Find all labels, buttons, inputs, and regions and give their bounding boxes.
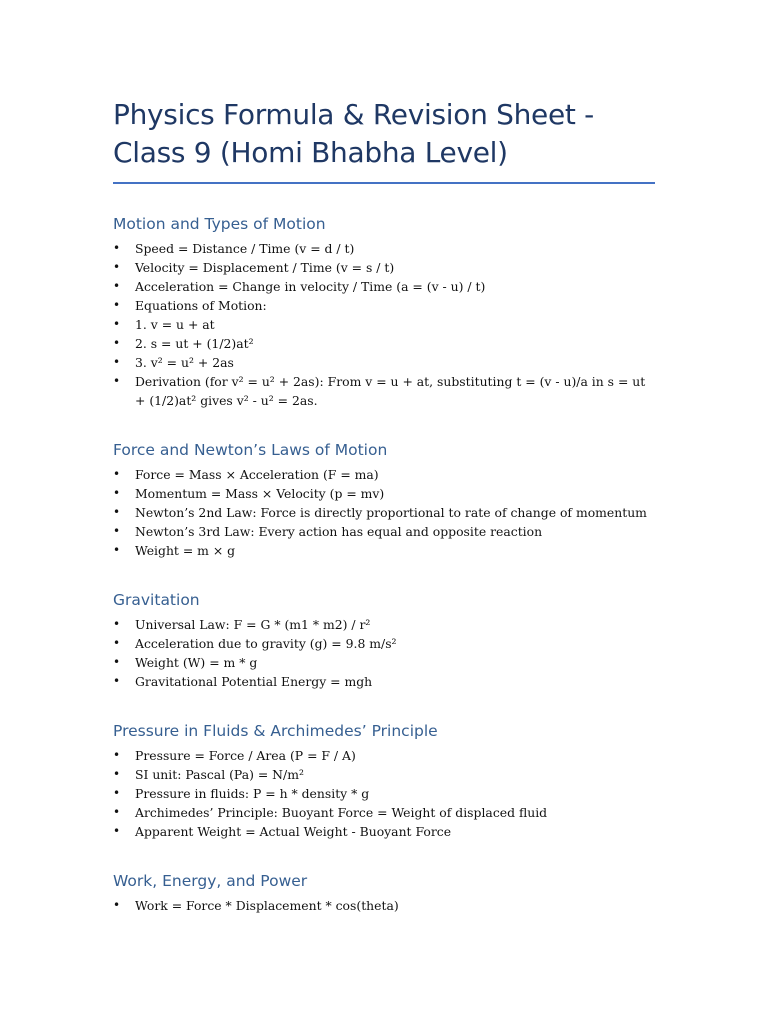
section-3	[113, 721, 655, 841]
bullet-icon: •	[113, 505, 121, 519]
list-item	[113, 765, 655, 784]
section-2	[113, 590, 655, 691]
list-item	[113, 803, 655, 822]
list-item-text: Weight = m × g	[135, 543, 236, 558]
section-heading: Force and Newton’s Laws of Motion	[113, 441, 388, 459]
list-item	[113, 315, 655, 334]
list-item-text: Momentum = Mass × Velocity (p = mv)	[135, 486, 385, 501]
bullet-icon: •	[113, 636, 121, 650]
bullet-icon: •	[113, 336, 121, 350]
document-title: Physics Formula & Revision Sheet - Class 9 (Homi Bhabha Level)	[113, 98, 594, 169]
list-item-text: Pressure = Force / Area (P = F / A)	[135, 748, 356, 763]
bullet-icon: •	[113, 786, 121, 800]
bullet-list	[113, 615, 655, 691]
bullet-list	[113, 896, 655, 915]
section-4	[113, 871, 655, 915]
list-item	[113, 353, 655, 372]
list-item-text: Speed = Distance / Time (v = d / t)	[135, 241, 355, 256]
list-item-text: Work = Force * Displacement * cos(theta)	[135, 898, 399, 913]
list-item	[113, 465, 655, 484]
bullet-list	[113, 746, 655, 841]
list-item-text: Force = Mass × Acceleration (F = ma)	[135, 467, 379, 482]
bullet-icon: •	[113, 241, 121, 255]
list-item	[113, 541, 655, 560]
list-item-text: Acceleration due to gravity (g) = 9.8 m/s²	[135, 636, 397, 651]
list-item-text: Weight (W) = m * g	[135, 655, 258, 670]
list-item-text: Apparent Weight = Actual Weight - Buoyant Force	[135, 824, 452, 839]
bullet-icon: •	[113, 617, 121, 631]
section-heading: Motion and Types of Motion	[113, 215, 326, 233]
section-heading: Gravitation	[113, 591, 200, 609]
list-item-text: Derivation (for v² = u² + 2as): From v = u + at, substituting t = (v - u)/a in s = ut + (1/2)at² gives v² - u² = 2as.	[135, 374, 650, 408]
list-item-text: Equations of Motion:	[135, 298, 267, 313]
list-item	[113, 615, 655, 634]
list-item	[113, 822, 655, 841]
section-heading: Work, Energy, and Power	[113, 872, 308, 890]
list-item	[113, 784, 655, 803]
bullet-icon: •	[113, 355, 121, 369]
bullet-icon: •	[113, 260, 121, 274]
list-item-text: Acceleration = Change in velocity / Time (a = (v - u) / t)	[135, 279, 486, 294]
list-item-text: 2. s = ut + (1/2)at²	[135, 336, 254, 351]
list-item-text: SI unit: Pascal (Pa) = N/m²	[135, 767, 304, 782]
list-item	[113, 896, 655, 915]
list-item	[113, 334, 655, 353]
list-item	[113, 296, 655, 315]
bullet-icon: •	[113, 279, 121, 293]
bullet-icon: •	[113, 543, 121, 557]
list-item-text: 3. v² = u² + 2as	[135, 355, 234, 370]
bullet-icon: •	[113, 374, 121, 388]
list-item	[113, 653, 655, 672]
list-item-text: 1. v = u + at	[135, 317, 215, 332]
list-item	[113, 484, 655, 503]
bullet-icon: •	[113, 317, 121, 331]
list-item-text: Newton’s 3rd Law: Every action has equal and opposite reaction	[135, 524, 543, 539]
list-item-text: Velocity = Displacement / Time (v = s / t)	[135, 260, 395, 275]
title-underline	[113, 182, 655, 184]
bullet-icon: •	[113, 298, 121, 312]
list-item	[113, 258, 655, 277]
list-item	[113, 503, 655, 522]
section-heading: Pressure in Fluids & Archimedes’ Principle	[113, 722, 438, 740]
list-item-text: Archimedes’ Principle: Buoyant Force = Weight of displaced fluid	[135, 805, 548, 820]
bullet-icon: •	[113, 467, 121, 481]
list-item	[113, 372, 655, 410]
document-page	[113, 96, 655, 915]
sections-container	[113, 214, 655, 915]
bullet-icon: •	[113, 655, 121, 669]
list-item-text: Gravitational Potential Energy = mgh	[135, 674, 373, 689]
bullet-icon: •	[113, 824, 121, 838]
bullet-icon: •	[113, 674, 121, 688]
bullet-list	[113, 239, 655, 410]
list-item	[113, 522, 655, 541]
list-item	[113, 634, 655, 653]
bullet-icon: •	[113, 524, 121, 538]
bullet-icon: •	[113, 767, 121, 781]
list-item-text: Universal Law: F = G * (m1 * m2) / r²	[135, 617, 371, 632]
list-item	[113, 672, 655, 691]
list-item	[113, 277, 655, 296]
list-item-text: Pressure in fluids: P = h * density * g	[135, 786, 370, 801]
bullet-icon: •	[113, 805, 121, 819]
bullet-icon: •	[113, 898, 121, 912]
list-item	[113, 239, 655, 258]
bullet-list	[113, 465, 655, 560]
list-item	[113, 746, 655, 765]
section-0	[113, 214, 655, 410]
section-1	[113, 440, 655, 560]
list-item-text: Newton’s 2nd Law: Force is directly proportional to rate of change of momentum	[135, 505, 647, 520]
bullet-icon: •	[113, 486, 121, 500]
bullet-icon: •	[113, 748, 121, 762]
